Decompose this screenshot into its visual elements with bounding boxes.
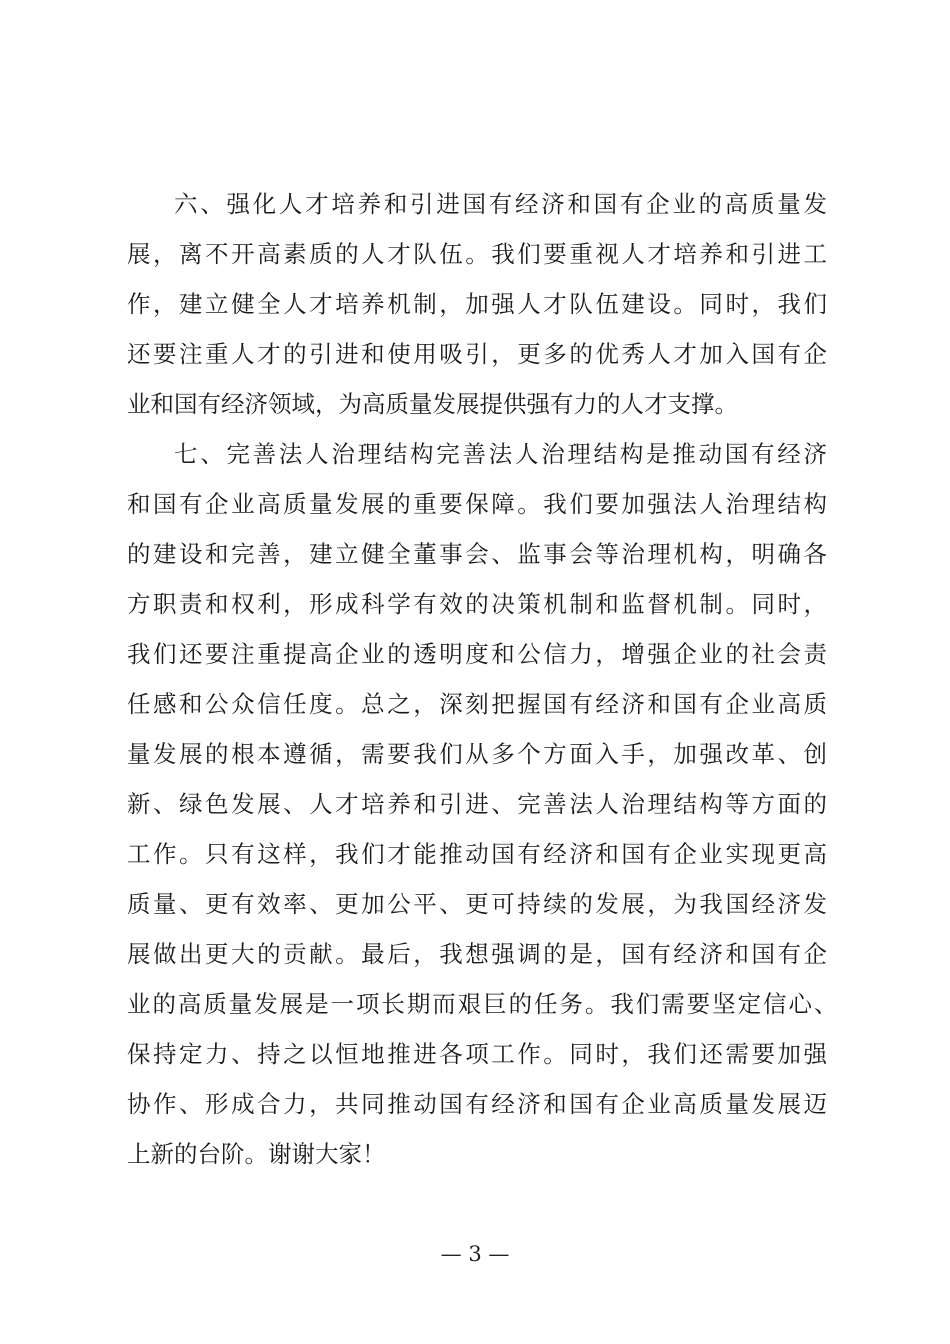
body-text — [127, 179, 837, 1179]
paragraph-7-line-1: 七、完善法人治理结构完善法人治理结构是推动国有经济 — [174, 440, 827, 468]
paragraph-7-line-14: 协作、形成合力，共同推动国有经济和国有企业高质量发展迈 — [127, 1090, 827, 1118]
paragraph-7-line-2: 和国有企业高质量发展的重要保障。我们要加强法人治理结构 — [127, 490, 827, 518]
paragraph-7-line-13: 保持定力、持之以恒地推进各项工作。同时，我们还需要加强 — [127, 1040, 827, 1068]
paragraph-6-line-5: 业和国有经济领域，为高质量发展提供强有力的人才支撑。 — [127, 390, 738, 418]
paragraph-7-line-3: 的建设和完善，建立健全董事会、监事会等治理机构，明确各 — [127, 540, 827, 568]
paragraph-7-line-11: 展做出更大的贡献。最后，我想强调的是，国有经济和国有企 — [127, 940, 827, 968]
paragraph-6-line-3: 作，建立健全人才培养机制，加强人才队伍建设。同时，我们 — [127, 290, 827, 318]
paragraph-6-line-1: 六、强化人才培养和引进国有经济和国有企业的高质量发 — [174, 190, 827, 218]
paragraph-7-line-9: 工作。只有这样，我们才能推动国有经济和国有企业实现更高 — [127, 840, 827, 868]
paragraph-6-line-4: 还要注重人才的引进和使用吸引，更多的优秀人才加入国有企 — [127, 340, 827, 368]
paragraph-7-line-7: 量发展的根本遵循，需要我们从多个方面入手，加强改革、创 — [127, 740, 827, 768]
paragraph-7-line-10: 质量、更有效率、更加公平、更可持续的发展，为我国经济发 — [127, 890, 827, 918]
paragraph-6-line-2: 展，离不开高素质的人才队伍。我们要重视人才培养和引进工 — [127, 240, 827, 268]
page-number: — 3 — — [440, 1242, 510, 1266]
paragraph-7-line-15: 上新的台阶。谢谢大家！ — [127, 1140, 386, 1168]
paragraph-7-line-4: 方职责和权利，形成科学有效的决策机制和监督机制。同时， — [127, 590, 827, 618]
paragraph-7-line-5: 我们还要注重提高企业的透明度和公信力，增强企业的社会责 — [127, 640, 827, 668]
paragraph-7-line-8: 新、绿色发展、人才培养和引进、完善法人治理结构等方面的 — [127, 790, 827, 818]
paragraph-7-line-12: 业的高质量发展是一项长期而艰巨的任务。我们需要坚定信心、 — [127, 990, 837, 1018]
paragraph-7-line-6: 任感和公众信任度。总之，深刻把握国有经济和国有企业高质 — [127, 690, 827, 718]
